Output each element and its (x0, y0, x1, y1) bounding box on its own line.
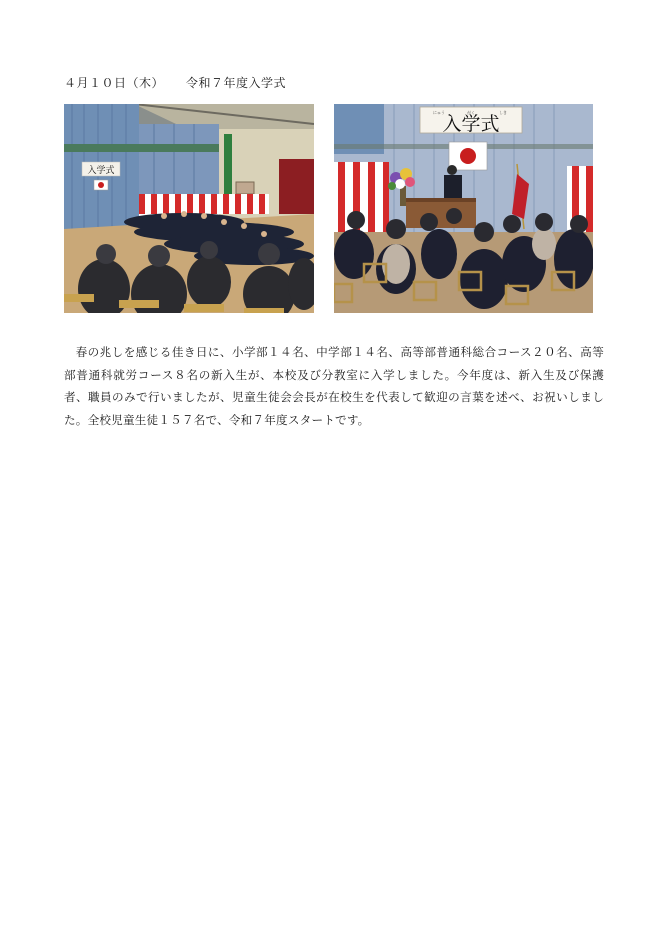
left-banner-text: 入学式 (87, 165, 115, 175)
event-date: ４月１０日（木） (64, 76, 165, 90)
event-name: 令和７年度入学式 (186, 76, 287, 90)
article-paragraph: 春の兆しを感じる佳き日に、小学部１４名、中学部１４名、高等部普通科総合コース２０名、高等部普通科就労コース８名の新入生が、本校及び分教室に入学しました。今年度は、新入生及び保護者、職員のみで行いましたが、児童生徒会会長が在校生を代表して歓迎の言葉を述べ、お祝いしました。全校児童生徒１５７名で、令和７年度スタートです。 (64, 345, 604, 427)
ceremony-hall-photo (64, 104, 314, 313)
furigana-1: にゅう (433, 110, 445, 115)
article-body (64, 341, 604, 431)
ceremony-stage-photo (334, 104, 593, 313)
right-banner-text: 入学式 (442, 114, 500, 135)
page-title (64, 74, 286, 91)
furigana-2: がく (467, 110, 475, 115)
furigana-3: しき (499, 110, 507, 115)
